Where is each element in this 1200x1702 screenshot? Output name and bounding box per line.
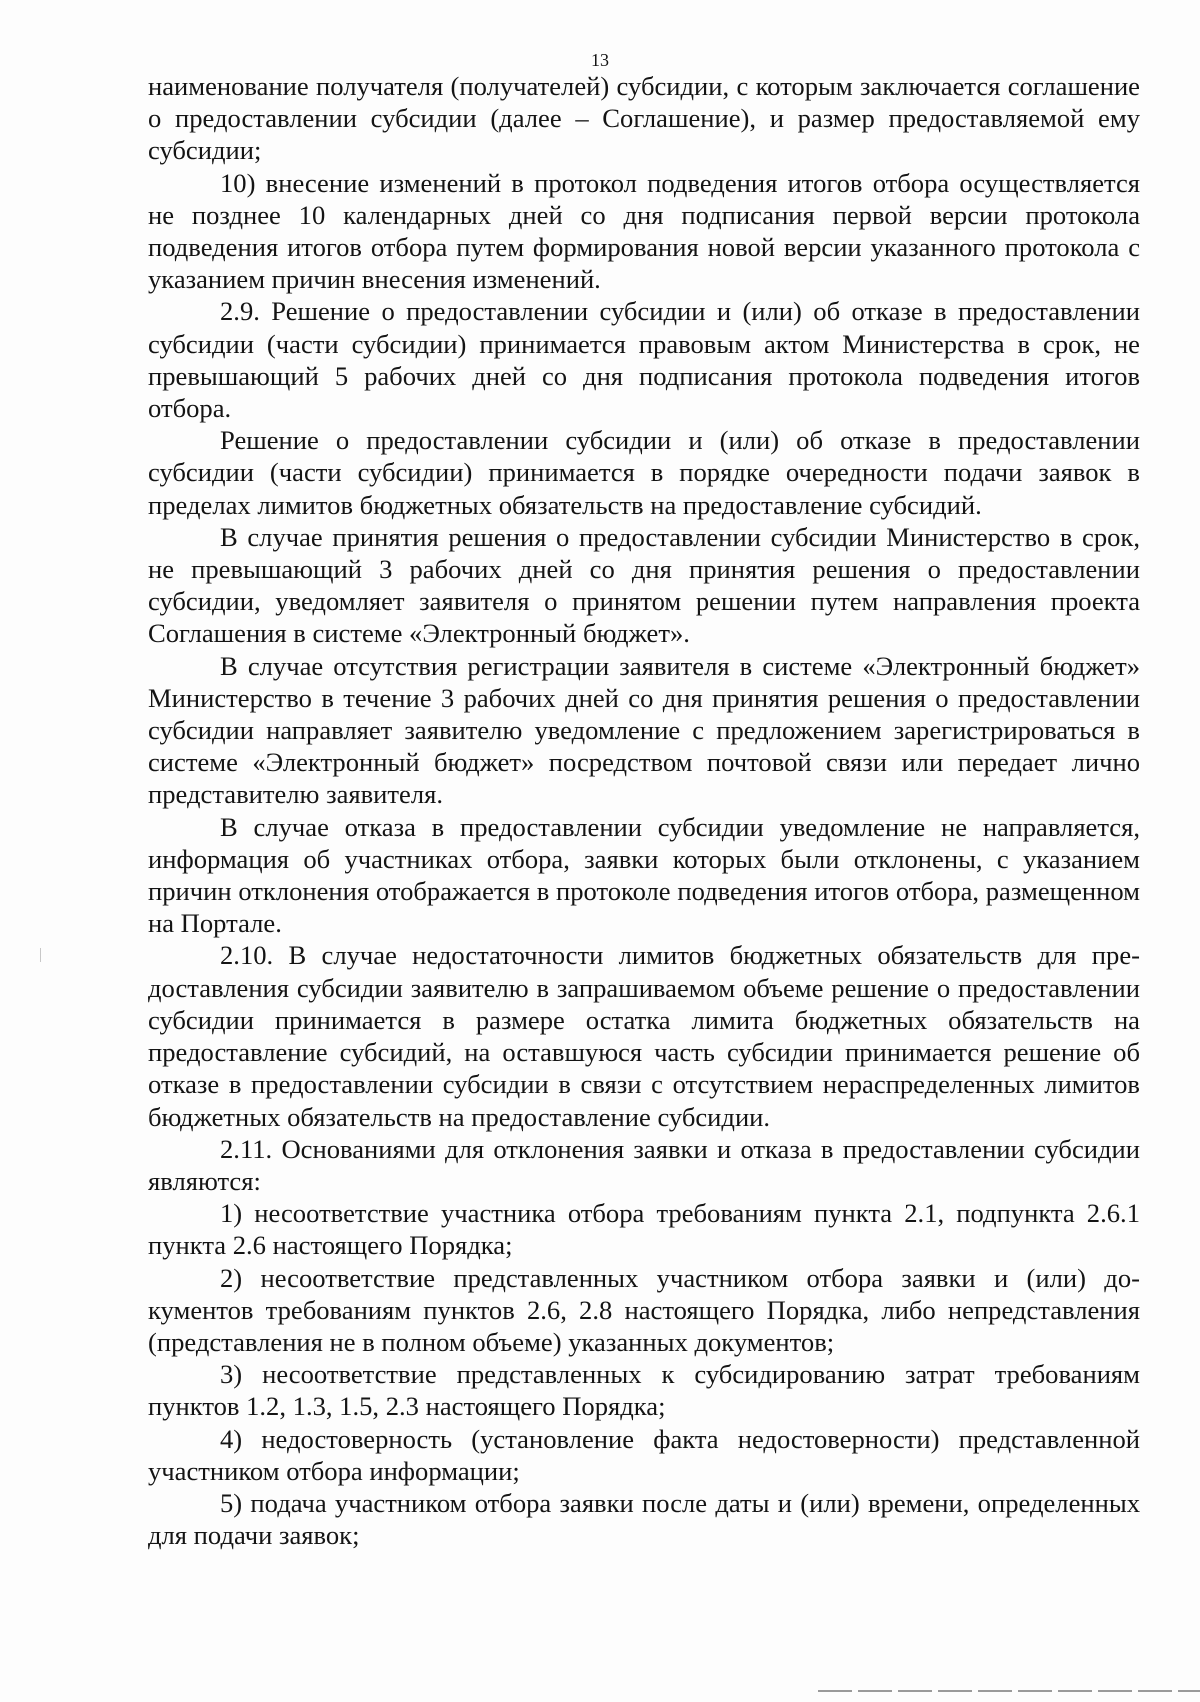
paragraph-decision-order: Решение о предоставлении субсидии и (или) об отказе в предоставлении субсидии (части субсидии) принимается в порядке очередности подачи заявок в пределах лимитов бюджетных обязательств на предоставление субсидий. [148, 425, 1140, 520]
paragraph-no-registration: В случае отсутствия регистрации заявителя в системе «Электронный бюджет» Министерство в течение 3 рабочих дней со дня принятия решения о предоставлении субсидии направляет заявителю уведомление с предложением зарегистрироваться в системе «Электронный бюджет» посредством почтовой связи или передает лично представителю заявителя. [148, 650, 1140, 810]
list-item-3: 3) несоответствие представленных к субсидированию затрат требованиям пунктов 1.2, 1.3, 1.5, 2.3 настоящего Порядка; [148, 1359, 1140, 1422]
paragraph-2-11: 2.11. Основаниями для отклонения заявки и отказа в предоставлении субсидии являются: [148, 1133, 1140, 1196]
list-item-5: 5) подача участником отбора заявки после даты и (или) времени, определенных для подачи заявок; [148, 1487, 1140, 1551]
list-item-4: 4) недостоверность (установление факта недостоверности) представленной участником отбора информации; [148, 1423, 1140, 1486]
paragraph-2-9: 2.9. Решение о предоставлении субсидии и (или) об отказе в предоставлении субсидии (части субсидии) принимается правовым актом Министерства в срок, не превышающий 5 рабочих дней со дня подписания протокола подведения итогов отбора. [148, 296, 1140, 424]
paragraph-item-10: 10) внесение изменений в протокол подведения итогов отбора осуществляется не позднее 10 календарных дней со дня подписания первой версии протокола подведения итогов отбора путем формирования новой версии указанного протокола с указанием причин внесения изменений. [148, 167, 1140, 295]
paragraph-approval-notice: В случае принятия решения о предоставлении субсидии Министерство в срок, не превышающий 3 рабочих дней со дня принятия решения о предоставлении субсидии, уведомляет заявителя о принятом решении путем направления проекта Соглашения в системе «Электронный бюджет». [148, 521, 1140, 649]
list-item-2: 2) несоответствие представленных участником отбора заявки и (или) документов требованиям пунктов 2.6, 2.8 настоящего Порядка, либо непредставления (представления не в полном объеме) указанных документов; [148, 1262, 1140, 1357]
document-body [148, 70, 1140, 1551]
scan-artifact-line [818, 1690, 1200, 1692]
page-number: 13 [591, 50, 609, 70]
paragraph-refusal-notice: В случае отказа в предоставлении субсидии уведомление не направляется, информация об участниках отбора, заявки которых были отклонены, с указанием причин отклонения отображается в протоколе подведения итогов отбора, размещенном на Портале. [148, 811, 1140, 939]
paragraph-recipient-name: наименование получателя (получателей) субсидии, с которым заключается соглашение о предоставлении субсидии (далее – Соглашение), и размер предоставляемой ему субсидии; [148, 71, 1140, 166]
paragraph-2-10: 2.10. В случае недостаточности лимитов бюджетных обязательств для предоставления субсидии заявителю в запрашиваемом объеме решение о предоставлении субсидии принимается в размере остатка лимита бюджетных обязательств на предоставление субсидий, на оставшуюся часть субсидии принимается решение об отказе в предоставлении субсидии в связи с отсутствием нераспределенных лимитов бюджетных обязательств на предоставление субсидии. [148, 940, 1140, 1132]
list-item-1: 1) несоответствие участника отбора требованиям пункта 2.1, подпункта 2.6.1 пункта 2.6 настоящего Порядка; [148, 1198, 1140, 1261]
scan-artifact-mark [40, 948, 41, 962]
